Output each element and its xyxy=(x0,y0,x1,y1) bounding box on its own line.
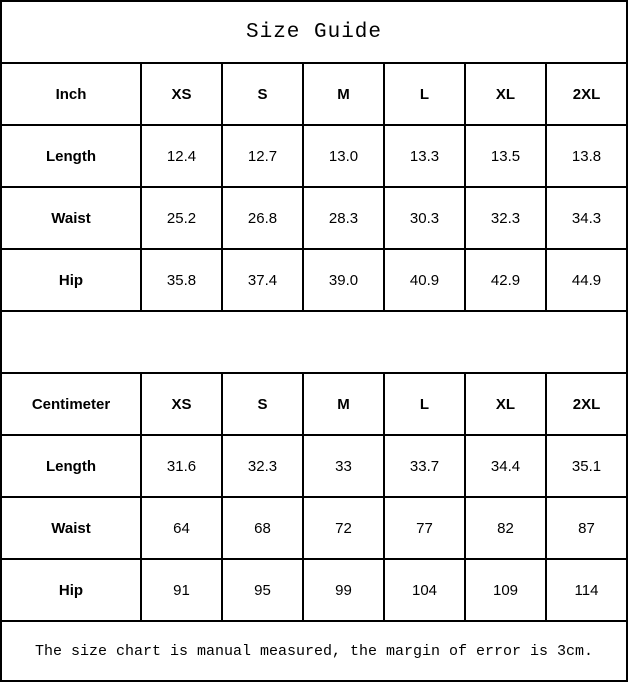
size-column-header: XL xyxy=(464,374,545,434)
value-cell: 44.9 xyxy=(545,250,626,310)
value-cell: 114 xyxy=(545,560,626,620)
value-cell: 31.6 xyxy=(140,436,221,496)
value-cell: 82 xyxy=(464,498,545,558)
table-row xyxy=(2,248,626,310)
size-column-header: L xyxy=(383,374,464,434)
row-label-cell: Length xyxy=(46,147,96,165)
size-column-header: 2XL xyxy=(545,64,626,124)
table-row xyxy=(2,434,626,496)
table-header-row xyxy=(2,64,626,124)
value-cell: 35.8 xyxy=(140,250,221,310)
value-cell: 13.0 xyxy=(302,126,383,186)
value-cell: 40.9 xyxy=(383,250,464,310)
table-header-row xyxy=(2,374,626,434)
value-cell: 32.3 xyxy=(464,188,545,248)
value-cell: 64 xyxy=(140,498,221,558)
size-column-header: S xyxy=(221,64,302,124)
value-cell: 87 xyxy=(545,498,626,558)
value-cell: 13.3 xyxy=(383,126,464,186)
unit-header-cell: Inch xyxy=(55,85,87,103)
row-label-cell: Waist xyxy=(51,209,91,227)
unit-header-cell: Centimeter xyxy=(31,395,111,413)
value-cell: 77 xyxy=(383,498,464,558)
size-column-header: XS xyxy=(140,64,221,124)
size-column-header: 2XL xyxy=(545,374,626,434)
value-cell: 42.9 xyxy=(464,250,545,310)
value-cell: 99 xyxy=(302,560,383,620)
row-label-cell: Waist xyxy=(51,519,91,537)
table-spacer xyxy=(2,310,626,372)
value-cell: 13.5 xyxy=(464,126,545,186)
row-label-cell: Hip xyxy=(58,581,84,599)
measurement-note: The size chart is manual measured, the margin of error is 3cm. xyxy=(2,620,626,680)
table-row xyxy=(2,186,626,248)
size-column-header: L xyxy=(383,64,464,124)
value-cell: 12.4 xyxy=(140,126,221,186)
value-cell: 72 xyxy=(302,498,383,558)
value-cell: 91 xyxy=(140,560,221,620)
value-cell: 12.7 xyxy=(221,126,302,186)
value-cell: 37.4 xyxy=(221,250,302,310)
value-cell: 28.3 xyxy=(302,188,383,248)
size-column-header: XS xyxy=(140,374,221,434)
centimeter-size-table xyxy=(2,372,626,620)
value-cell: 104 xyxy=(383,560,464,620)
size-column-header: M xyxy=(302,64,383,124)
table-row xyxy=(2,124,626,186)
value-cell: 34.4 xyxy=(464,436,545,496)
table-row xyxy=(2,496,626,558)
row-label-cell: Length xyxy=(46,457,96,475)
size-guide-title: Size Guide xyxy=(245,20,383,44)
row-label-cell: Hip xyxy=(58,271,84,289)
value-cell: 30.3 xyxy=(383,188,464,248)
value-cell: 68 xyxy=(221,498,302,558)
value-cell: 32.3 xyxy=(221,436,302,496)
size-column-header: M xyxy=(302,374,383,434)
size-column-header: S xyxy=(221,374,302,434)
value-cell: 39.0 xyxy=(302,250,383,310)
value-cell: 95 xyxy=(221,560,302,620)
value-cell: 34.3 xyxy=(545,188,626,248)
table-row xyxy=(2,558,626,620)
value-cell: 13.8 xyxy=(545,126,626,186)
value-cell: 35.1 xyxy=(545,436,626,496)
value-cell: 25.2 xyxy=(140,188,221,248)
value-cell: 33 xyxy=(302,436,383,496)
value-cell: 109 xyxy=(464,560,545,620)
value-cell: 26.8 xyxy=(221,188,302,248)
value-cell: 33.7 xyxy=(383,436,464,496)
inch-size-table xyxy=(2,62,626,310)
size-column-header: XL xyxy=(464,64,545,124)
